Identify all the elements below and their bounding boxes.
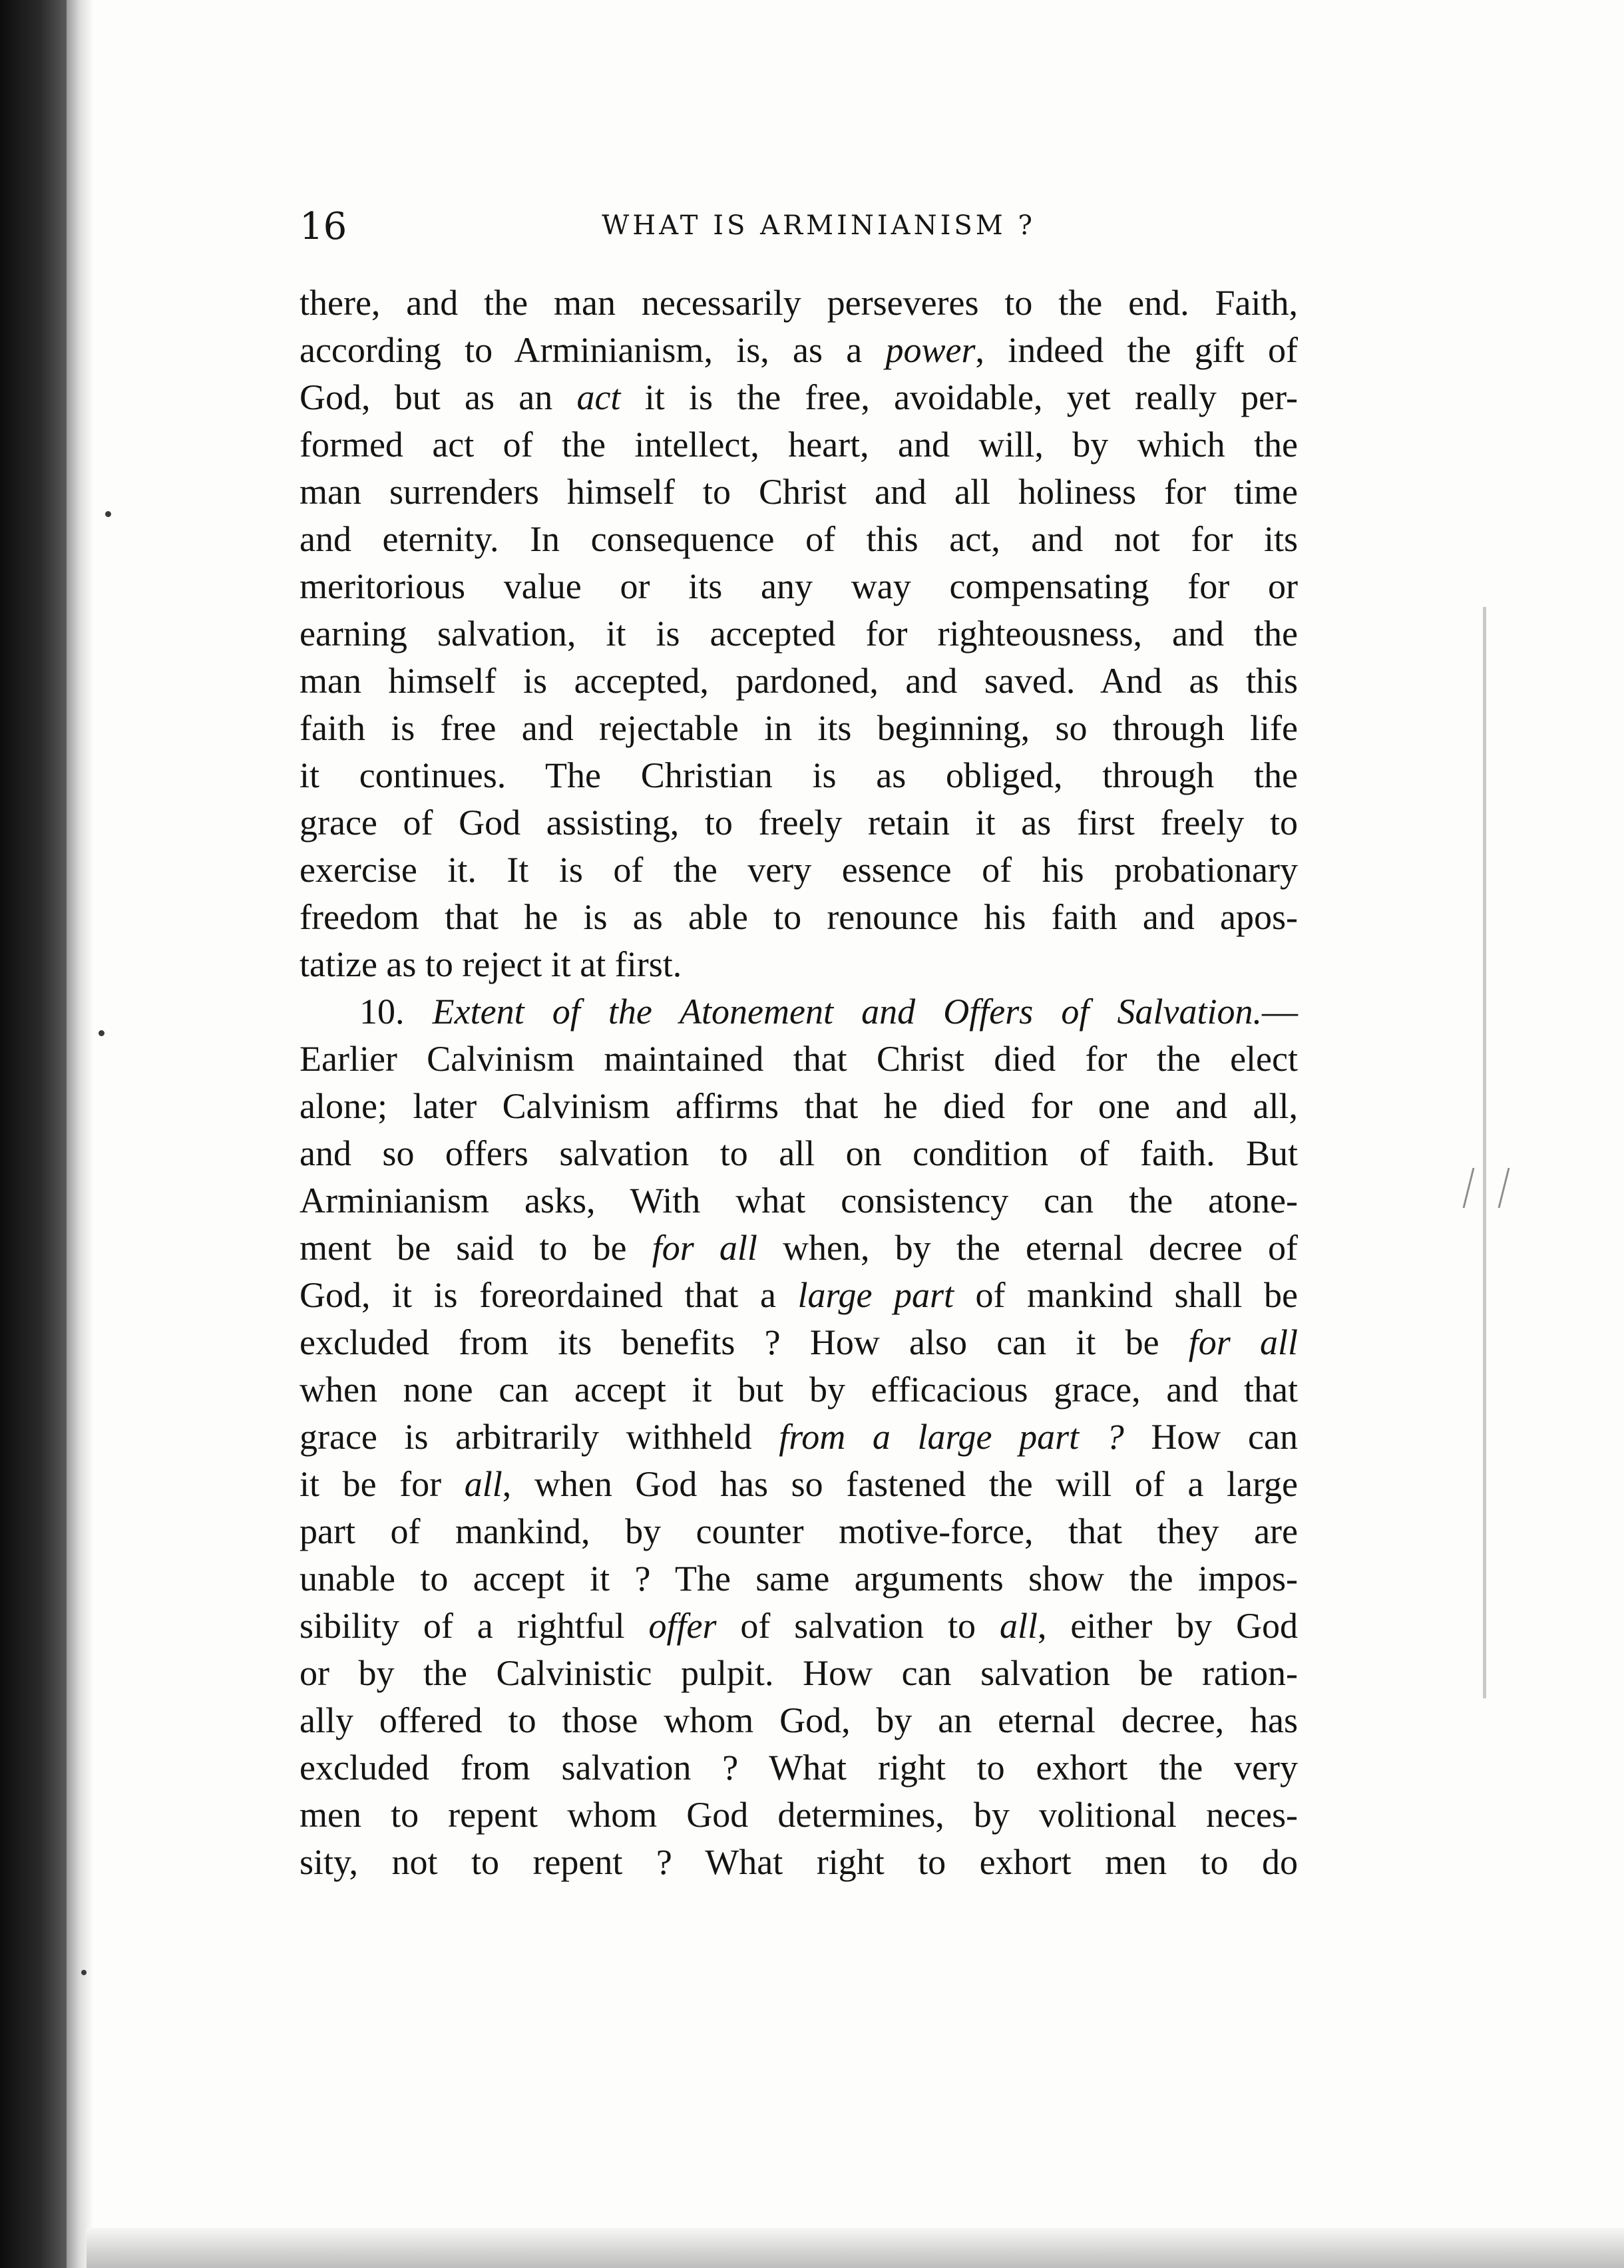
text-line	[300, 1461, 1298, 1508]
text-run: of salvation to	[716, 1606, 1000, 1646]
page-header	[300, 201, 1338, 261]
text-line	[300, 1555, 1298, 1603]
text-line	[300, 1744, 1298, 1792]
text-line	[300, 705, 1298, 752]
text-line	[300, 1839, 1298, 1886]
text-line	[300, 1697, 1298, 1744]
text-line	[300, 1603, 1298, 1650]
text-run: it be for	[300, 1464, 465, 1504]
text-run: or by the Calvinistic pulpit. How can salvation be ration-	[300, 1653, 1298, 1693]
text-line	[300, 421, 1298, 469]
text-line	[300, 799, 1298, 847]
italic-text: power	[885, 330, 976, 370]
text-line	[300, 1036, 1298, 1083]
text-line	[300, 752, 1298, 799]
text-run: , indeed the gift of	[975, 330, 1298, 370]
page-number: 16	[300, 205, 347, 248]
text-run: it continues. The Christian is as obliged, through the	[300, 755, 1298, 795]
text-run: and eternity. In consequence of this act, and not for its	[300, 519, 1298, 559]
text-run: sibility of a rightful	[300, 1606, 649, 1646]
text-run: God, it is foreordained that a	[300, 1275, 798, 1315]
text-run: 10.	[359, 992, 433, 1032]
text-line	[300, 516, 1298, 563]
page-bottom-edge	[87, 2228, 1624, 2268]
text-run: Arminianism asks, With what consistency can the atone-	[300, 1181, 1298, 1221]
text-line	[300, 327, 1298, 374]
running-head: WHAT IS ARMINIANISM ?	[602, 210, 1036, 241]
italic-text: act	[576, 377, 621, 417]
text-run: there, and the man necessarily perseveres to the end. Faith,	[300, 283, 1298, 323]
italic-text: from a large part ?	[779, 1417, 1124, 1457]
text-line	[300, 1319, 1298, 1366]
text-line	[300, 1414, 1298, 1461]
dust-speck	[81, 1970, 87, 1975]
text-line	[300, 988, 1298, 1036]
text-line	[300, 1650, 1298, 1697]
text-run: alone; later Calvinism affirms that he died for one and all,	[300, 1086, 1298, 1126]
text-line	[300, 1272, 1298, 1319]
body-text	[300, 280, 1298, 1886]
text-run: of mankind shall be	[953, 1275, 1298, 1315]
text-line	[300, 1792, 1298, 1839]
text-line	[300, 610, 1298, 658]
text-line	[300, 1130, 1298, 1177]
italic-text: Extent of the Atonement and Offers of Salvation.	[432, 992, 1263, 1032]
text-run: men to repent whom God determines, by volitional neces-	[300, 1795, 1298, 1835]
text-run: grace of God assisting, to freely retain it as first freely to	[300, 803, 1298, 843]
text-run: formed act of the intellect, heart, and will, by which the	[300, 425, 1298, 465]
text-run: ment be said to be	[300, 1228, 652, 1268]
text-run: —	[1262, 992, 1299, 1032]
italic-text: offer	[648, 1606, 717, 1646]
book-spine-shadow	[0, 0, 67, 2268]
text-line	[300, 1177, 1298, 1225]
text-run: meritorious value or its any way compensating for or	[300, 566, 1298, 606]
text-run: man himself is accepted, pardoned, and saved. And as this	[300, 661, 1298, 701]
text-line	[300, 1083, 1298, 1130]
page-gutter-edge	[67, 0, 93, 2268]
text-run: it is the free, avoidable, yet really per-	[620, 377, 1298, 417]
text-run: sity, not to repent ? What right to exhort men to do	[300, 1842, 1298, 1882]
italic-text: for all	[652, 1228, 757, 1268]
text-line	[300, 894, 1298, 941]
text-line	[300, 1508, 1298, 1555]
text-run: ally offered to those whom God, by an eternal decree, has	[300, 1700, 1298, 1740]
text-run: faith is free and rejectable in its beginning, so through life	[300, 708, 1298, 748]
text-run: unable to accept it ? The same arguments show the impos-	[300, 1559, 1298, 1599]
text-run: freedom that he is as able to renounce his faith and apos-	[300, 897, 1298, 937]
text-line	[300, 1366, 1298, 1414]
dust-speck	[105, 511, 111, 517]
text-run: and so offers salvation to all on condition of faith. But	[300, 1133, 1298, 1173]
text-line	[300, 1225, 1298, 1272]
text-run: part of mankind, by counter motive-force, that they are	[300, 1511, 1298, 1551]
italic-text: all	[464, 1464, 503, 1504]
text-run: excluded from salvation ? What right to exhort the very	[300, 1748, 1298, 1788]
text-line	[300, 469, 1298, 516]
italic-text: large part	[797, 1275, 954, 1315]
text-line	[300, 374, 1298, 421]
text-line	[300, 563, 1298, 610]
text-run: , either by God	[1037, 1606, 1299, 1646]
text-run: man surrenders himself to Christ and all holiness for time	[300, 472, 1298, 512]
text-line	[300, 280, 1298, 327]
text-run: grace is arbitrarily withheld	[300, 1417, 779, 1457]
text-run: earning salvation, it is accepted for righteousness, and the	[300, 614, 1298, 654]
text-line	[300, 941, 1298, 988]
text-run: according to Arminianism, is, as a	[300, 330, 886, 370]
text-run: God, but as an	[300, 377, 577, 417]
text-run: excluded from its benefits ? How also can it be	[300, 1322, 1189, 1362]
text-run: exercise it. It is of the very essence of his probationary	[300, 850, 1298, 890]
binding-thread	[1483, 607, 1486, 1698]
text-line	[300, 658, 1298, 705]
dust-speck	[99, 1030, 104, 1036]
text-run: How can	[1123, 1417, 1298, 1457]
text-run: Earlier Calvinism maintained that Christ died for the elect	[300, 1039, 1298, 1079]
italic-text: all	[999, 1606, 1038, 1646]
text-run: , when God has so fastened the will of a large	[502, 1464, 1298, 1504]
text-run: tatize as to reject it at first.	[300, 944, 682, 984]
text-line	[300, 847, 1298, 894]
text-run: when none can accept it but by efficacious grace, and that	[300, 1370, 1298, 1410]
text-run: when, by the eternal decree of	[757, 1228, 1298, 1268]
italic-text: for all	[1188, 1322, 1298, 1362]
